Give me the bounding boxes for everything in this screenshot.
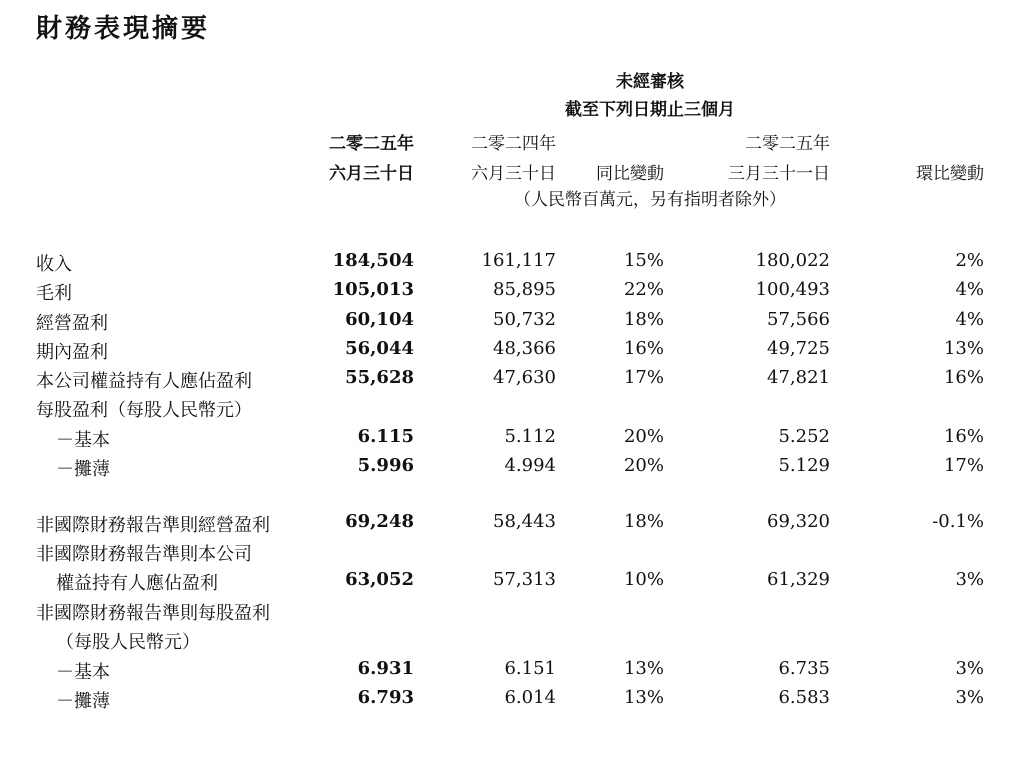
table-row (0, 422, 1024, 451)
cell-v3: 10% (623, 569, 664, 590)
cell-v3: 13% (623, 687, 664, 708)
row-label: 收入 (36, 254, 72, 275)
cell-v3: 18% (623, 309, 664, 330)
row-label: 期內盈利 (36, 342, 108, 363)
row-label: 非國際財務報告準則經營盈利 (36, 515, 270, 536)
row-label: －攤薄 (56, 691, 110, 712)
table-row (0, 363, 1024, 392)
table-row (0, 334, 1024, 363)
cell-v3: 18% (623, 511, 664, 532)
cell-v1: 69,248 (345, 511, 414, 532)
cell-v5: -0.1% (932, 511, 984, 532)
table-row (0, 305, 1024, 334)
cell-v3: 15% (623, 250, 664, 271)
row-label: －基本 (56, 662, 110, 683)
cell-v4: 5.252 (778, 426, 830, 447)
row-label: 每股盈利（每股人民幣元） (36, 400, 252, 421)
cell-v5: 3% (955, 658, 984, 679)
cell-v4: 61,329 (767, 569, 830, 590)
cell-v3: 16% (623, 338, 664, 359)
col5-header: 環比變動 (916, 164, 984, 184)
table-row (0, 536, 1024, 565)
cell-v2: 161,117 (481, 250, 556, 271)
cell-v1: 5.996 (357, 455, 414, 476)
row-label: （每股人民幣元） (56, 632, 200, 653)
cell-v5: 17% (943, 455, 984, 476)
cell-v4: 49,725 (767, 338, 830, 359)
table-row (0, 683, 1024, 712)
cell-v3: 17% (623, 367, 664, 388)
row-label: 毛利 (36, 283, 72, 304)
cell-v2: 6.151 (504, 658, 556, 679)
cell-v1: 63,052 (345, 569, 414, 590)
cell-v5: 4% (955, 279, 984, 300)
cell-v1: 105,013 (332, 279, 414, 300)
table-row (0, 565, 1024, 594)
row-label: －攤薄 (56, 459, 110, 480)
unit-note: （人民幣百萬元，另有指明者除外） (514, 190, 786, 210)
cell-v5: 4% (955, 309, 984, 330)
table-row (0, 275, 1024, 304)
cell-v4: 180,022 (755, 250, 830, 271)
table-row (0, 624, 1024, 653)
col4-header-year: 二零二五年 (745, 134, 830, 154)
col1-header-date: 六月三十日 (329, 164, 414, 184)
cell-v5: 13% (943, 338, 984, 359)
cell-v5: 16% (943, 426, 984, 447)
col2-header-year: 二零二四年 (471, 134, 556, 154)
cell-v3: 22% (623, 279, 664, 300)
table-row (0, 392, 1024, 421)
cell-v1: 184,504 (332, 250, 414, 271)
cell-v3: 13% (623, 658, 664, 679)
cell-v1: 6.931 (357, 658, 414, 679)
cell-v5: 2% (955, 250, 984, 271)
cell-v5: 16% (943, 367, 984, 388)
col4-header-date: 三月三十一日 (728, 164, 830, 184)
cell-v4: 5.129 (778, 455, 830, 476)
cell-v1: 60,104 (345, 309, 414, 330)
col1-header-year: 二零二五年 (329, 134, 414, 154)
cell-v3: 20% (623, 455, 664, 476)
cell-v4: 6.735 (778, 658, 830, 679)
col2-header-date: 六月三十日 (471, 164, 556, 184)
col3-header: 同比變動 (596, 164, 664, 184)
cell-v2: 85,895 (493, 279, 556, 300)
unaudited-label: 未經審核 (616, 72, 684, 92)
table-row (0, 654, 1024, 683)
cell-v2: 6.014 (504, 687, 556, 708)
table-row (0, 451, 1024, 480)
cell-v4: 47,821 (767, 367, 830, 388)
page-title: 財務表現摘要 (36, 14, 211, 44)
cell-v2: 50,732 (493, 309, 556, 330)
cell-v1: 55,628 (345, 367, 414, 388)
row-label: 權益持有人應佔盈利 (56, 573, 218, 594)
row-label: 非國際財務報告準則每股盈利 (36, 603, 270, 624)
table-row (0, 246, 1024, 275)
cell-v5: 3% (955, 569, 984, 590)
cell-v2: 47,630 (493, 367, 556, 388)
table-row (0, 595, 1024, 624)
cell-v1: 56,044 (345, 338, 414, 359)
table-row (0, 507, 1024, 536)
cell-v2: 57,313 (493, 569, 556, 590)
cell-v2: 48,366 (493, 338, 556, 359)
cell-v4: 69,320 (767, 511, 830, 532)
row-label: 經營盈利 (36, 313, 108, 334)
cell-v1: 6.793 (357, 687, 414, 708)
period-label: 截至下列日期止三個月 (565, 100, 735, 120)
cell-v5: 3% (955, 687, 984, 708)
cell-v2: 4.994 (504, 455, 556, 476)
cell-v1: 6.115 (357, 426, 414, 447)
row-label: 非國際財務報告準則本公司 (36, 544, 252, 565)
cell-v4: 6.583 (778, 687, 830, 708)
row-label: －基本 (56, 430, 110, 451)
cell-v4: 100,493 (755, 279, 830, 300)
cell-v2: 58,443 (493, 511, 556, 532)
row-label: 本公司權益持有人應佔盈利 (36, 371, 252, 392)
cell-v3: 20% (623, 426, 664, 447)
cell-v2: 5.112 (504, 426, 556, 447)
cell-v4: 57,566 (767, 309, 830, 330)
